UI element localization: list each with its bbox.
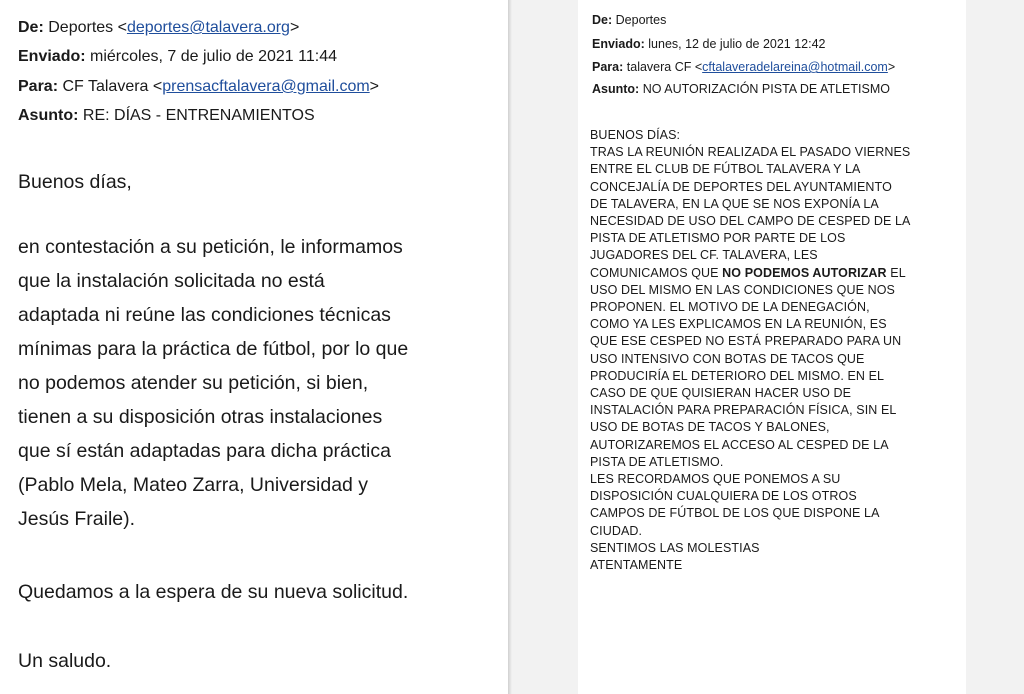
body-line: LES RECORDAMOS QUE PONEMOS A SU [590,472,841,487]
closing-line: Quedamos a la espera de su nueva solicitud. [18,581,409,603]
body-line: CAMPOS DE FÚTBOL DE LOS QUE DISPONE LA [590,506,880,521]
body-line: DE TALAVERA, EN LA QUE SE NOS EXPONÍA LA [590,196,879,211]
subject-label: Asunto: [592,82,640,96]
bold-denial-text: NO PODEMOS AUTORIZAR [722,265,887,280]
to-email-link[interactable]: prensacftalavera@gmail.com [162,78,370,95]
body-line: DISPOSICIÓN CUALQUIERA DE LOS OTROS [590,489,857,504]
from-name: Deportes < [48,19,127,36]
body-line: TRAS LA REUNIÓN REALIZADA EL PASADO VIERNES [590,145,911,160]
left-subject-row [18,106,315,126]
body-line: CONCEJALÍA DE DEPORTES DEL AYUNTAMIENTO [590,179,892,194]
left-email-panel [0,0,508,694]
body-line: NECESIDAD DE USO DEL CAMPO DE CESPED DE LA [590,214,911,229]
paragraph-line: que sí están adaptadas para dicha práctica [18,440,391,462]
paragraph-line: en contestación a su petición, le informamos [18,236,403,258]
to-email-link[interactable]: cftalaveradelareina@hotmail.com [702,60,888,74]
body-line: USO DE BOTAS DE TACOS Y BALONES, [590,420,830,435]
body-line: AUTORIZAREMOS EL ACCESO AL CESPED DE LA [590,437,889,452]
left-to-row [18,77,379,97]
paragraph-line: no podemos atender su petición, si bien, [18,372,369,394]
paragraph-line: tienen a su disposición otras instalaciones [18,406,383,428]
panel-divider [508,0,512,694]
body-line-emphasis [590,265,962,282]
body-line: BUENOS DÍAS: [590,128,681,142]
right-from-row [592,12,666,28]
body-line: CIUDAD. [590,523,643,538]
message-paragraph [18,230,408,536]
body-line: JUGADORES DEL CF. TALAVERA, LES [590,248,818,263]
body-line: PISTA DE ATLETISMO. [590,454,724,469]
sent-value: miércoles, 7 de julio de 2021 11:44 [90,48,337,65]
body-line: COMO YA LES EXPLICAMOS EN LA REUNIÓN, ES [590,317,887,332]
body-line: ENTRE EL CLUB DE FÚTBOL TALAVERA Y LA [590,162,861,177]
to-name: CF Talavera < [62,78,163,95]
paragraph-line: Jesús Fraile). [18,508,136,530]
emphasis-prefix: COMUNICAMOS QUE [590,265,723,280]
subject-value: RE: DÍAS - ENTRENAMIENTOS [82,107,315,124]
from-label: De: [592,13,613,27]
body-line: CASO DE QUE QUISIERAN HACER USO DE [590,386,852,401]
to-label: Para: [18,78,59,95]
body-line: USO INTENSIVO CON BOTAS DE TACOS QUE [590,351,865,366]
to-name: talavera CF < [626,60,703,74]
body-line: INSTALACIÓN PARA PREPARACIÓN FÍSICA, SIN EL [590,403,897,418]
subject-label: Asunto: [18,107,79,124]
body-line: PROPONEN. EL MOTIVO DE LA DENEGACIÓN, [590,300,870,315]
sent-label: Enviado: [18,48,86,65]
body-line: SENTIMOS LAS MOLESTIAS [590,540,760,555]
right-message-body [590,127,962,574]
to-label: Para: [592,60,624,74]
sent-label: Enviado: [592,37,645,51]
signoff: Un saludo. [18,650,112,672]
from-value: Deportes [615,13,667,27]
subject-value: NO AUTORIZACIÓN PISTA DE ATLETISMO [642,82,890,96]
paragraph-line: adaptada ni reúne las condiciones técnicas [18,304,391,326]
greeting: Buenos días, [18,171,132,193]
from-email-link[interactable]: deportes@talavera.org [126,19,290,36]
body-line: QUE ESE CESPED NO ESTÁ PREPARADO PARA UN [590,334,902,349]
right-to-row [592,59,895,75]
emphasis-suffix: EL [886,265,906,280]
body-line: PRODUCIRÍA EL DETERIORO DEL MISMO. EN EL [590,368,885,383]
left-from-row [18,18,299,38]
paragraph-line: mínimas para la práctica de fútbol, por lo que [18,338,409,360]
left-sent-row [18,47,337,67]
paragraph-line: que la instalación solicitada no está [18,270,325,292]
body-line: ATENTAMENTE [590,558,683,573]
from-label: De: [18,19,44,36]
right-email-panel [578,0,966,694]
to-bracket: > [369,78,380,95]
right-sent-row [592,36,826,52]
right-subject-row [592,81,890,97]
to-bracket: > [887,60,896,74]
sent-value: lunes, 12 de julio de 2021 12:42 [648,37,826,51]
body-line: PISTA DE ATLETISMO POR PARTE DE LOS [590,231,846,246]
body-line: USO DEL MISMO EN LAS CONDICIONES QUE NOS [590,282,895,297]
paragraph-line: (Pablo Mela, Mateo Zarra, Universidad y [18,474,369,496]
from-bracket: > [289,19,300,36]
